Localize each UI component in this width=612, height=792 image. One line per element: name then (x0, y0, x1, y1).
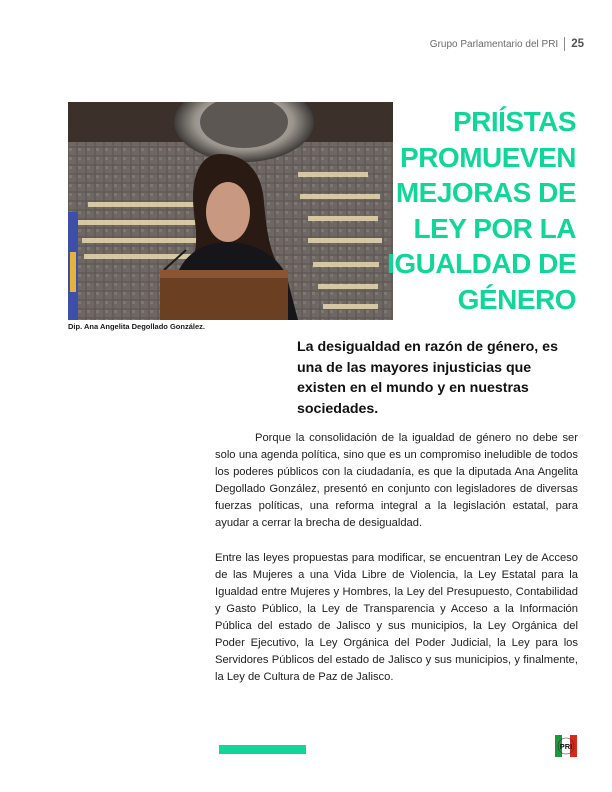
page-number: 25 (571, 38, 584, 50)
headline-line: IGUALDAD DE (387, 248, 576, 279)
headline-line: GÉNERO (457, 283, 576, 315)
photo-caption: Dip. Ana Angelita Degollado González. (68, 322, 205, 331)
pri-logo-icon (555, 735, 577, 757)
accent-bar (219, 745, 306, 754)
article-deck: La desigualdad en razón de género, es una de las mayores injusticias que existen en el mundo y en nuestras sociedades. (297, 339, 558, 417)
headline-line: LEY POR LA (413, 212, 576, 244)
headline-line: PRIÍSTAS (452, 106, 576, 137)
headline-line: PROMUEVEN (400, 141, 576, 173)
body-paragraph: Entre las leyes propuestas para modificar, se encuentran Ley de Acceso de las Mujeres a una Vida Libre de Violencia, la Ley Estatal para la Igualdad entre Mujeres y Hombres, la Ley del Presupuesto, Contabilidad y Gasto Público, la Ley de Transparencia y Acceso a la Información Pública del estado de Jalisco y sus municipios, la Ley Orgánica del Poder Ejecutivo, la Ley Orgánica del Poder Judicial, la Ley para los Servidores Públicos del estado de Jalisco y sus municipios, y finalmente, la Ley de Cultura de Paz de Jalisco. (215, 551, 578, 684)
speaker-photo (68, 102, 393, 320)
header-divider (564, 37, 565, 51)
article-headline (381, 104, 576, 317)
body-paragraph: Porque la consolidación de la igualdad de género no debe ser solo una agenda política, sino que es un compromiso ineludible de todos los poderes públicos con la ciudadanía, es que la diputada Ana Angelita Degollado González, presentó en conjunto con legisladores de diversas fuerzas políticas, una reforma integral a la legislación estatal, para ayudar a cerrar la brecha de desigualdad. (215, 432, 578, 530)
logo-letters: PRI (559, 742, 573, 751)
headline-line: MEJORAS DE (395, 177, 576, 208)
article-body (215, 430, 578, 686)
running-header (430, 37, 584, 51)
group-name: Grupo Parlamentario del PRI (429, 38, 559, 50)
